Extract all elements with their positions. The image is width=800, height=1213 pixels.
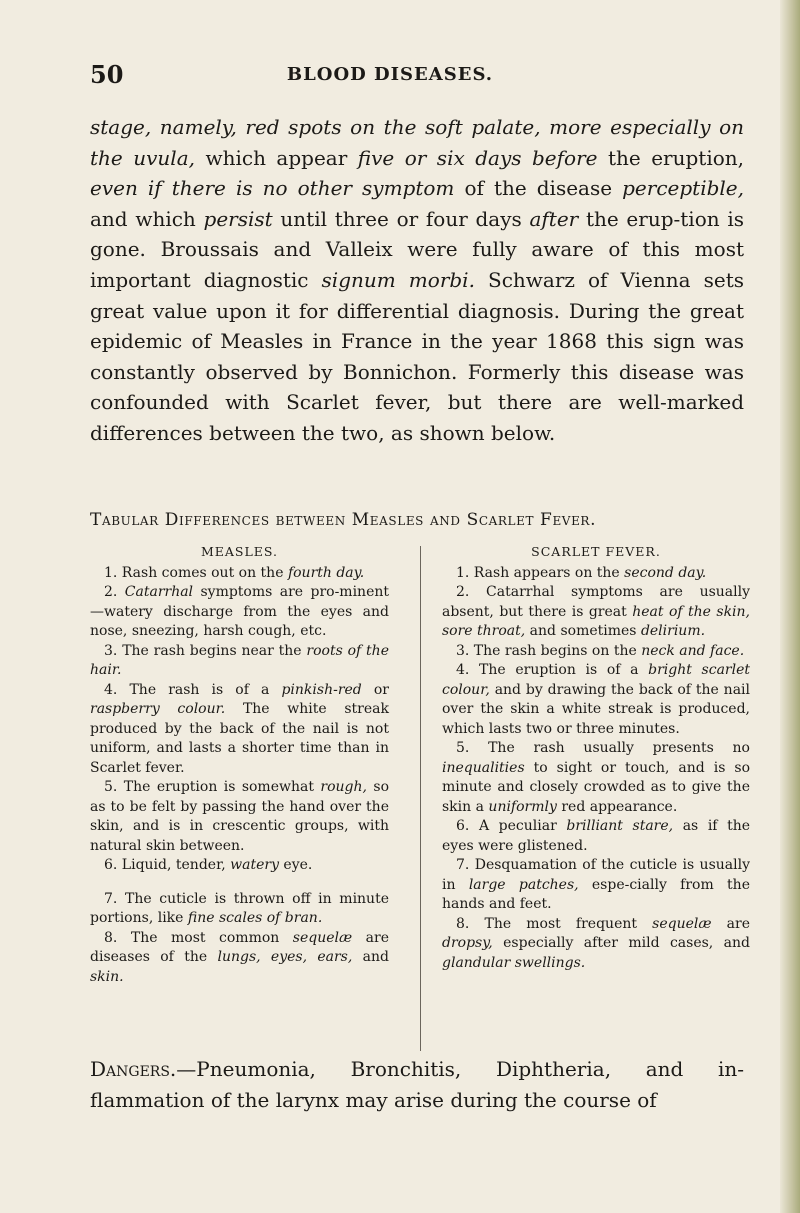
text-run: 6. A peculiar	[456, 818, 567, 834]
table-title: Tabular Differences between Measles and Scarlet Fever.	[90, 510, 597, 530]
page-header	[90, 60, 690, 96]
text-run: 2.	[104, 584, 125, 600]
text-run: and	[352, 949, 389, 965]
text-run: roots of the hair.	[90, 642, 389, 678]
text-run: large patches,	[468, 876, 579, 893]
text-run: are diseases of the	[90, 929, 389, 965]
text-run: espe-cially from the hands and feet.	[442, 876, 750, 912]
text-run: uniformly	[488, 798, 557, 815]
text-run: brilliant stare,	[566, 818, 674, 834]
text-run: fourth day.	[287, 564, 365, 581]
text-run: 7. Desquamation of the cuticle is usually in	[442, 857, 750, 893]
text-run: 5. The eruption is somewhat	[104, 779, 321, 795]
text-run: signum morbi.	[321, 267, 475, 292]
text-run: and by drawing the back of the nail over the skin a white streak is produced, which lasts two or three minutes.	[442, 681, 750, 737]
text-run: perceptible,	[622, 176, 744, 201]
text-run: fine scales of bran.	[187, 910, 323, 926]
text-run: Catarrhal	[124, 584, 194, 600]
dangers-text: —Pneumonia, Bronchitis, Diphtheria, and in-flammation of the larynx may arise during the course of	[90, 1057, 744, 1112]
scarlet-item-8	[442, 915, 750, 974]
text-run: eye.	[278, 857, 313, 873]
text-run: 6. Liquid, tender,	[104, 857, 231, 873]
scarlet-item-6	[442, 817, 750, 856]
text-run: red spots on the soft palate, more especially on the uvula,	[90, 115, 745, 170]
page-edge	[780, 0, 800, 1213]
text-run: until three or four days	[272, 206, 530, 231]
text-run: 7. The cuticle is thrown off in minute portions, like	[90, 890, 389, 926]
measles-item-7	[90, 890, 389, 929]
text-run: dropsy,	[442, 935, 493, 951]
text-run: neck and face.	[641, 642, 745, 659]
text-run: are	[711, 915, 750, 932]
text-run: stage, namely,	[90, 115, 246, 139]
text-run: 8. The most frequent	[456, 915, 653, 932]
scarlet-item-4	[442, 661, 750, 739]
text-run: bright scarlet colour,	[442, 662, 750, 698]
text-run: skin.	[90, 968, 124, 985]
text-run: glandular swellings.	[442, 954, 586, 971]
measles-item-3	[90, 642, 389, 681]
scarlet-fever-column	[442, 542, 750, 973]
text-run: 8. The most common	[104, 929, 293, 946]
text-run: lungs, eyes, ears,	[217, 949, 353, 965]
text-run: delirium.	[640, 623, 706, 639]
text-run: and sometimes	[525, 623, 641, 639]
intro-paragraph	[90, 112, 744, 449]
dangers-label: Dangers.	[90, 1057, 177, 1081]
scarlet-item-1	[442, 564, 750, 584]
comparison-table	[90, 542, 750, 1052]
scarlet-fever-heading: SCARLET FEVER.	[531, 544, 661, 559]
text-run: and which	[90, 206, 204, 231]
column-divider	[420, 546, 421, 1051]
measles-item-1	[90, 564, 389, 584]
measles-item-8	[90, 929, 389, 988]
scarlet-item-5	[442, 739, 750, 817]
text-run: even if there is no other symptom	[90, 176, 455, 201]
text-run: 5. The rash usually presents no	[456, 740, 750, 756]
page-number: 50	[90, 60, 124, 89]
text-run: red appearance.	[556, 798, 678, 815]
text-run: 4. The rash is of a	[104, 681, 282, 698]
text-run: especially after mild cases, and	[492, 935, 750, 951]
text-run: 3. The rash begins near the	[104, 642, 307, 659]
measles-item-6	[90, 856, 389, 876]
text-run: persist	[203, 206, 273, 231]
scarlet-item-3	[442, 642, 750, 662]
text-run: of the disease	[454, 176, 623, 201]
text-run: 3. The rash begins on the	[456, 642, 642, 659]
text-run: raspberry colour.	[90, 701, 226, 717]
text-run: sequelæ	[652, 915, 712, 932]
measles-column	[90, 542, 389, 987]
text-run: as if the eyes were glistened.	[442, 818, 750, 854]
text-run: to sight or touch, and is so minute and closely crowded as to give the skin a	[442, 759, 750, 815]
text-run: pinkish-red	[281, 681, 362, 698]
text-run: the erup-tion is gone. Broussais and Valleix were fully aware of this most important diagnostic	[90, 206, 744, 292]
text-run: the eruption,	[597, 145, 744, 170]
text-run: symptoms are pro-minent—watery discharge from the eyes and nose, sneezing, harsh cough, etc.	[90, 584, 389, 639]
text-run: heat of the skin, sore throat,	[442, 603, 750, 639]
text-run: sequelæ	[292, 929, 353, 946]
scarlet-item-2	[442, 583, 750, 642]
text-run: so as to be felt by passing the hand over the skin, and is in crescentic groups, with natural skin between.	[90, 779, 389, 854]
text-run: second day.	[624, 564, 707, 581]
dangers-paragraph	[90, 1054, 744, 1115]
text-run: The white streak produced by the back of the nail is not uniform, and lasts a shorter time than in Scarlet fever.	[90, 701, 389, 776]
text-run: 4. The eruption is of a	[456, 662, 649, 678]
scarlet-item-7	[442, 856, 750, 915]
text-run: inequalities	[442, 759, 525, 776]
text-run: 1. Rash comes out on the	[104, 564, 288, 581]
text-run: or	[361, 681, 389, 698]
text-run: after	[529, 206, 579, 231]
measles-item-4	[90, 681, 389, 779]
text-run: watery	[230, 857, 279, 873]
text-run: five or six days before	[357, 145, 598, 170]
running-head: BLOOD DISEASES.	[286, 64, 494, 85]
text-run: rough,	[320, 779, 367, 795]
measles-item-2	[90, 583, 389, 642]
text-run: 2. Catarrhal symptoms are usually absent, but there is great	[442, 584, 750, 620]
measles-item-5	[90, 778, 389, 856]
text-run: Schwarz of Vienna sets great value upon it for differential diagnosis. During the great epidemic of Measles in France in the year 1868 this sign was constantly observed by Bonnichon. Formerly this disease was confounded with Scarlet fever, but there are well-marked differences between the two, as shown below.	[90, 267, 745, 445]
text-run: which appear	[194, 145, 358, 170]
measles-heading: MEASLES.	[200, 544, 279, 559]
text-run: 1. Rash appears on the	[456, 564, 625, 581]
